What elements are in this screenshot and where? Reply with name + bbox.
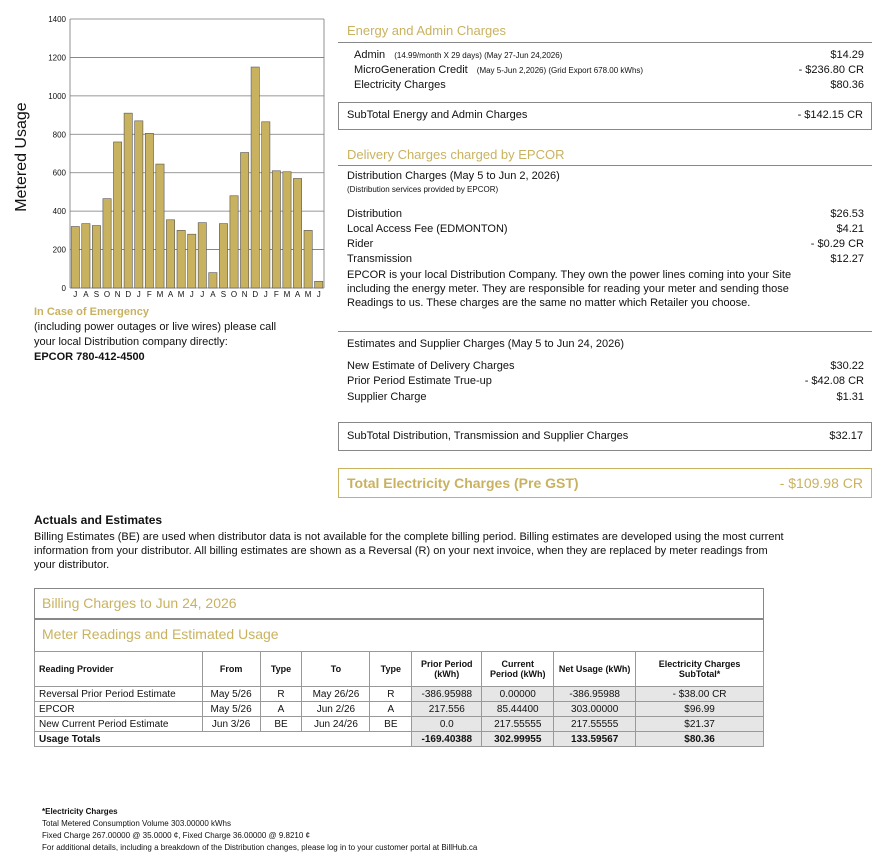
y-tick-label: 200 — [52, 245, 66, 255]
cell: Jun 2/26 — [302, 702, 370, 717]
subtotal-label: SubTotal Distribution, Transmission and Supplier Charges — [347, 430, 629, 442]
x-tick-label: J — [73, 290, 78, 299]
cell: 85.44400 — [482, 702, 554, 717]
x-tick-label: J — [263, 290, 268, 299]
totals-label: Usage Totals — [35, 732, 412, 747]
item-label: Distribution — [347, 208, 403, 220]
divider — [338, 331, 872, 332]
footnote-line: For additional details, including a breakdown of the Distribution changes, please log in to your customer portal at BillHub.ca — [42, 843, 478, 852]
y-tick-label: 1000 — [48, 91, 66, 101]
item-label: Transmission — [347, 253, 412, 265]
cell: 217.55555 — [482, 717, 554, 732]
cell: Reversal Prior Period Estimate — [35, 687, 203, 702]
cell: 217.556 — [412, 702, 482, 717]
x-tick-label: F — [146, 290, 152, 299]
item-amount: $26.53 — [830, 208, 864, 220]
cell: $96.99 — [636, 702, 764, 717]
billing-subtitle: Meter Readings and Estimated Usage — [42, 626, 279, 642]
bar — [145, 133, 153, 288]
bar — [124, 113, 132, 288]
cell: R — [370, 687, 412, 702]
col-header: Net Usage (kWh) — [554, 652, 636, 687]
actuals-line: Billing Estimates (BE) are used when distributor data is not available for the complete billing period. Billing estimates are developed using the most current — [34, 531, 784, 543]
bar — [230, 196, 238, 288]
table-totals-row — [35, 732, 764, 747]
estimates-heading: Estimates and Supplier Charges (May 5 to Jun 24, 2026) — [347, 338, 624, 350]
cell: 0.0 — [412, 717, 482, 732]
y-tick-label: 1400 — [48, 15, 66, 24]
x-tick-label: M — [283, 290, 291, 299]
footnote-line: Total Metered Consumption Volume 303.00000 kWhs — [42, 819, 231, 828]
cell: 0.00000 — [482, 687, 554, 702]
delivery-note — [347, 268, 867, 310]
actuals-line: information from your distributor. All billing estimates are shown as a Reversal (R) on your next invoice, when they are replaced by meter readings from — [34, 545, 768, 557]
y-tick-label: 800 — [52, 130, 66, 140]
chart-plot — [0, 8, 330, 308]
x-tick-label: S — [93, 290, 100, 299]
delivery-heading: Distribution Charges (May 5 to Jun 2, 2026) — [347, 170, 560, 182]
cell: BE — [260, 717, 302, 732]
table-row — [35, 687, 764, 702]
item-label: Prior Period Estimate True-up — [347, 375, 492, 387]
x-tick-label: A — [83, 290, 89, 299]
x-tick-label: D — [125, 290, 132, 299]
usage-chart — [0, 8, 330, 308]
x-tick-label: N — [241, 290, 248, 299]
item-label: Admin — [354, 49, 386, 61]
col-header: Type — [260, 652, 302, 687]
item-label: Local Access Fee (EDMONTON) — [347, 223, 508, 235]
cell: -386.95988 — [412, 687, 482, 702]
item-detail: (May 5-Jun 2,2026) (Grid Export 678.00 kWhs) — [476, 66, 644, 75]
cell: 217.55555 — [554, 717, 636, 732]
x-tick-label: M — [304, 290, 312, 299]
cell: A — [260, 702, 302, 717]
bar — [293, 178, 301, 288]
item-amount: $14.29 — [830, 49, 864, 61]
x-tick-label: D — [252, 290, 259, 299]
bar — [92, 226, 100, 288]
table-header-row — [35, 652, 764, 687]
footnote — [42, 806, 477, 854]
x-tick-label: J — [200, 290, 205, 299]
item-amount: $80.36 — [830, 79, 864, 91]
meter-readings-table — [34, 651, 764, 747]
subtotal-amount: $32.17 — [829, 430, 863, 442]
delivery-item — [347, 223, 872, 235]
emergency-phone: EPCOR 780-412-4500 — [34, 351, 145, 363]
actuals-block — [34, 513, 874, 572]
item-label: New Estimate of Delivery Charges — [347, 360, 515, 372]
note-line: including the energy meter. They are responsible for reading your meter and sending those — [347, 283, 789, 295]
billing-subtitle-box — [34, 618, 764, 652]
emergency-title: In Case of Emergency — [34, 306, 149, 318]
col-header: Current Period (kWh) — [482, 652, 554, 687]
total-label: Total Electricity Charges (Pre GST) — [347, 475, 579, 491]
item-label: MicroGeneration Credit — [354, 64, 468, 76]
bar — [82, 224, 90, 288]
x-tick-label: S — [220, 290, 227, 299]
delivery-item — [347, 253, 872, 265]
item-amount: $12.27 — [830, 253, 864, 265]
bar — [156, 164, 164, 288]
bar — [113, 142, 121, 288]
col-header: Prior Period (kWh) — [412, 652, 482, 687]
item-amount: $30.22 — [830, 360, 864, 372]
col-header: To — [302, 652, 370, 687]
item-amount: - $0.29 CR — [810, 238, 864, 250]
energy-item-microgen — [354, 64, 872, 76]
bar — [166, 220, 174, 288]
item-amount: - $236.80 CR — [798, 64, 864, 76]
subtotal-amount: - $142.15 CR — [797, 109, 863, 121]
actuals-title: Actuals and Estimates — [34, 513, 163, 527]
bar — [135, 121, 143, 288]
billing-title-box — [34, 588, 764, 620]
x-tick-label: J — [189, 290, 194, 299]
item-amount: $1.31 — [836, 391, 864, 403]
energy-item-electricity — [354, 79, 872, 91]
bar — [219, 224, 227, 288]
x-tick-label: O — [103, 290, 111, 299]
x-tick-label: M — [156, 290, 164, 299]
y-tick-label: 0 — [61, 284, 66, 293]
cell: 303.00000 — [554, 702, 636, 717]
table-row — [35, 717, 764, 732]
bar — [262, 122, 270, 288]
cell: A — [370, 702, 412, 717]
item-label: Supplier Charge — [347, 391, 427, 403]
x-tick-label: A — [210, 290, 216, 299]
cell: 133.59567 — [554, 732, 636, 747]
cell: May 5/26 — [202, 687, 260, 702]
total-amount: - $109.98 CR — [779, 475, 863, 491]
y-tick-label: 400 — [52, 207, 66, 217]
x-tick-label: N — [114, 290, 121, 299]
emergency-line2: your local Distribution company directly: — [34, 336, 228, 348]
footnote-title: *Electricity Charges — [42, 807, 118, 816]
energy-admin-title: Energy and Admin Charges — [347, 23, 506, 38]
cell: EPCOR — [35, 702, 203, 717]
item-detail: (14.99/month X 29 days) (May 27-Jun 24,2026) — [394, 51, 563, 60]
bar — [209, 273, 217, 288]
note-line: Readings to us. These charges are the same no matter which Retailer you choose. — [347, 297, 751, 309]
x-tick-label: J — [136, 290, 141, 299]
x-tick-label: A — [294, 290, 301, 299]
bar — [283, 172, 291, 288]
item-label: Electricity Charges — [354, 79, 446, 91]
total-box — [338, 468, 872, 498]
divider — [338, 42, 872, 43]
actuals-text — [34, 530, 874, 572]
cell: Jun 3/26 — [202, 717, 260, 732]
billing-title: Billing Charges to Jun 24, 2026 — [42, 595, 237, 611]
cell: $21.37 — [636, 717, 764, 732]
x-tick-label: F — [273, 290, 279, 299]
cell: R — [260, 687, 302, 702]
col-header: Electricity Charges SubTotal* — [636, 652, 764, 687]
delivery-item — [347, 238, 872, 250]
cell: Jun 24/26 — [302, 717, 370, 732]
cell: 302.99955 — [482, 732, 554, 747]
cell: -169.40388 — [412, 732, 482, 747]
item-amount: $4.21 — [836, 223, 864, 235]
x-tick-label: M — [177, 290, 185, 299]
bar — [240, 153, 248, 288]
bar — [71, 227, 79, 288]
estimates-item — [347, 360, 872, 372]
col-header: Type — [370, 652, 412, 687]
delivery-sub: (Distribution services provided by EPCOR) — [347, 185, 499, 194]
subtotal-label: SubTotal Energy and Admin Charges — [347, 109, 528, 121]
y-tick-label: 600 — [52, 168, 66, 178]
cell: - $38.00 CR — [636, 687, 764, 702]
charges-panel — [338, 18, 872, 498]
note-line: EPCOR is your local Distribution Company. They own the power lines coming into your Site — [347, 269, 792, 281]
cell: -386.95988 — [554, 687, 636, 702]
bar — [177, 230, 185, 288]
cell: BE — [370, 717, 412, 732]
cell: May 26/26 — [302, 687, 370, 702]
estimates-item — [347, 391, 872, 403]
cell: May 5/26 — [202, 702, 260, 717]
table-row — [35, 702, 764, 717]
bar — [188, 234, 196, 288]
energy-item-admin — [354, 49, 872, 61]
item-amount: - $42.08 CR — [804, 375, 864, 387]
cell: New Current Period Estimate — [35, 717, 203, 732]
delivery-item — [347, 208, 872, 220]
emergency-block — [34, 305, 334, 365]
energy-subtotal-box — [338, 102, 872, 130]
divider — [338, 165, 872, 166]
y-tick-label: 1200 — [48, 53, 66, 63]
chart-ylabel: Metered Usage — [13, 102, 30, 212]
x-tick-label: O — [230, 290, 238, 299]
emergency-line1: (including power outages or live wires) please call — [34, 321, 277, 333]
x-tick-label: A — [167, 290, 174, 299]
footnote-line: Fixed Charge 267.00000 @ 35.0000 ¢, Fixed Charge 36.00000 @ 9.8210 ¢ — [42, 831, 310, 840]
x-tick-label: J — [316, 290, 321, 299]
bar — [315, 281, 323, 288]
item-label: Rider — [347, 238, 374, 250]
estimates-item — [347, 375, 872, 387]
actuals-line: your distributor. — [34, 559, 110, 571]
col-header: Reading Provider — [35, 652, 203, 687]
bar — [272, 171, 280, 288]
cell: $80.36 — [636, 732, 764, 747]
bar — [198, 223, 206, 288]
col-header: From — [202, 652, 260, 687]
delivery-title: Delivery Charges charged by EPCOR — [347, 147, 565, 162]
bar — [251, 67, 259, 288]
bar — [103, 199, 111, 288]
bar — [304, 230, 312, 288]
estimates-subtotal-box — [338, 422, 872, 451]
